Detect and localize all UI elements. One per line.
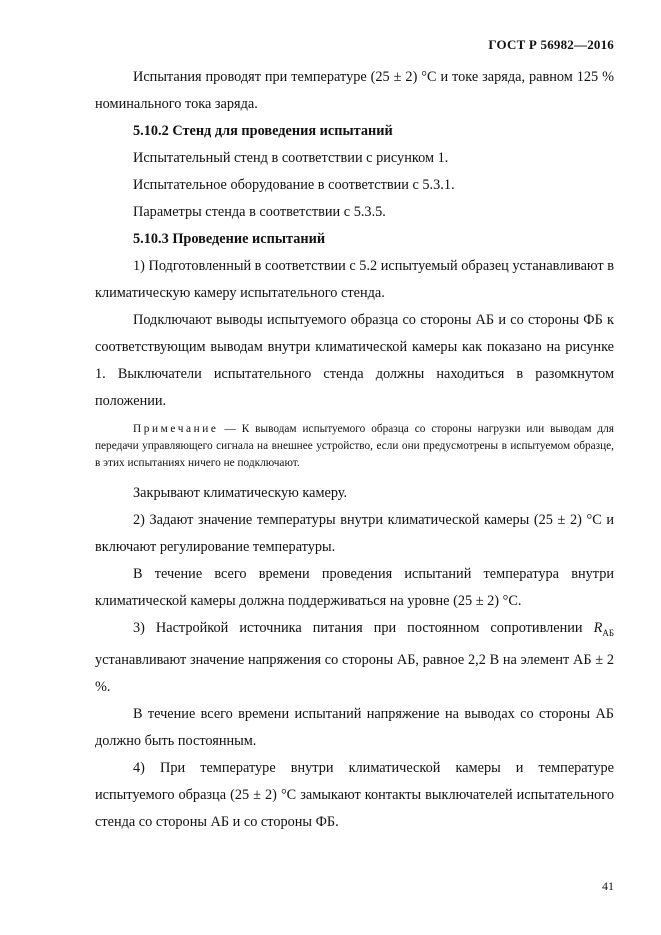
paragraph-connect-terminals: Подключают выводы испытуемого образца со стороны АБ и со стороны ФБ к соответствующим выводам внутри климатической камеры как показано на рисунке 1. Выключатели испытательного стенда должны находиться в разомкнутом положении. <box>95 312 614 409</box>
paragraph-step-4: 4) При температуре внутри климатической камеры и температуре испытуемого образца (25 ± 2) °С замыкают контакты выключателей испытательного стенда со стороны АБ и со стороны ФБ. <box>95 759 614 830</box>
page-number: 41 <box>602 879 614 893</box>
paragraph-step-2: 2) Задают значение температуры внутри климатической камеры (25 ± 2) °С и включают регулирование температуры. <box>95 512 614 555</box>
section-heading-5-10-3: 5.10.3 Проведение испытаний <box>133 231 326 247</box>
paragraph-step-1: 1) Подготовленный в соответствии с 5.2 испытуемый образец устанавливают в климатическую камеру испытательного стенда. <box>95 258 614 301</box>
paragraph-test-equipment: Испытательное оборудование в соответствии с 5.3.1. <box>133 177 455 193</box>
step-3-text-b: устанавливают значение напряжения со стороны АБ, равное 2,2 В на элемент АБ ± 2 %. <box>95 651 614 695</box>
paragraph-stand-parameters: Параметры стенда в соответствии с 5.3.5. <box>133 204 386 220</box>
document-id-header: ГОСТ Р 56982—2016 <box>488 37 614 52</box>
paragraph-test-stand: Испытательный стенд в соответствии с рисунком 1. <box>133 150 449 166</box>
resistance-symbol: R <box>593 620 603 636</box>
paragraph-charge-conditions: Испытания проводят при температуре (25 ± 2) °С и токе заряда, равном 125 % номинального тока заряда. <box>95 69 614 112</box>
paragraph-close-chamber: Закрывают климатическую камеру. <box>133 485 348 501</box>
page-body <box>95 64 614 836</box>
paragraph-step-3 <box>95 615 614 701</box>
note-text: — К выводам испытуемого образца со стороны нагрузки или выводам для передачи управляющего сигнала на внешнее устройство, если они предусмотрены в испытуемом образце, в этих испытаниях ничего не подключают. <box>95 423 614 469</box>
step-3-text-a: 3) Настройкой источника питания при постоянном сопротивлении <box>133 620 594 636</box>
note-block <box>95 421 614 472</box>
paragraph-maintain-temperature: В течение всего времени проведения испытаний температура внутри климатической камеры должна поддерживаться на уровне (25 ± 2) °С. <box>95 566 614 609</box>
resistance-subscript: АБ <box>602 627 614 638</box>
note-label: Примечание <box>133 423 219 435</box>
section-heading-5-10-2: 5.10.2 Стенд для проведения испытаний <box>133 123 393 139</box>
paragraph-constant-voltage: В течение всего времени испытаний напряжение на выводах со стороны АБ должно быть постоянным. <box>95 705 614 749</box>
